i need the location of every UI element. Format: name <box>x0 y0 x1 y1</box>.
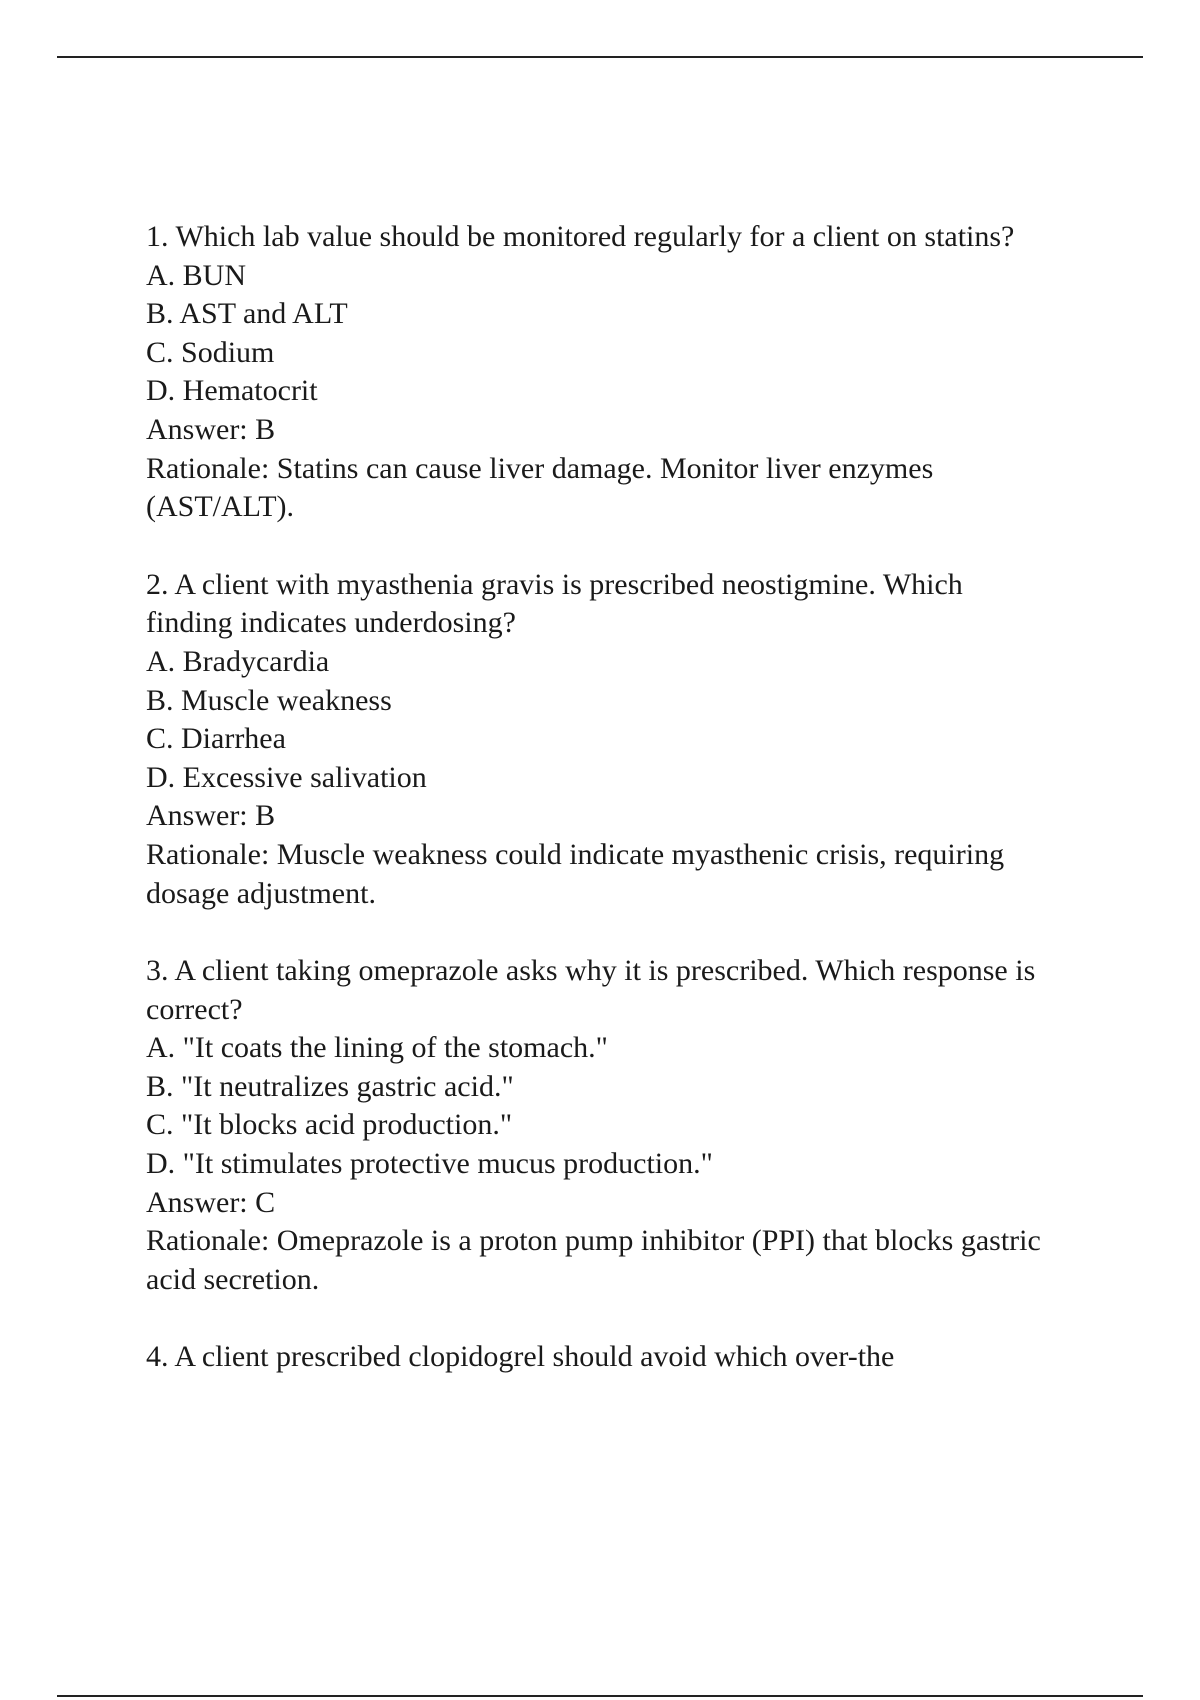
option-c: C. "It blocks acid production." <box>146 1108 513 1142</box>
top-rule <box>57 56 1143 58</box>
option-d: D. "It stimulates protective mucus production." <box>146 1147 713 1181</box>
question-2 <box>146 566 1046 913</box>
option-c: C. Sodium <box>146 335 275 369</box>
answer: Answer: B <box>146 799 276 833</box>
rationale: Rationale: Omeprazole is a proton pump inhibitor (PPI) that blocks gastric acid secretion. <box>146 1224 1041 1296</box>
option-b: B. "It neutralizes gastric acid." <box>146 1069 514 1103</box>
bottom-rule <box>57 1695 1143 1697</box>
question-4 <box>146 1338 1046 1377</box>
question-stem: 3. A client taking omeprazole asks why it is prescribed. Which response is correct? <box>146 954 1036 1026</box>
rationale: Rationale: Statins can cause liver damage. Monitor liver enzymes (AST/ALT). <box>146 451 934 524</box>
option-a: A. BUN <box>146 258 247 292</box>
option-c: C. Diarrhea <box>146 722 286 756</box>
answer: Answer: B <box>146 412 276 446</box>
question-3 <box>146 952 1046 1299</box>
document-body <box>146 218 1046 1416</box>
option-d: D. Excessive salivation <box>146 760 427 794</box>
option-a: A. Bradycardia <box>146 644 330 678</box>
question-stem: 1. Which lab value should be monitored regularly for a client on statins? <box>146 220 1015 253</box>
question-stem: 2. A client with myasthenia gravis is prescribed neostigmine. Which finding indicates underdosing? <box>146 567 963 640</box>
option-b: B. Muscle weakness <box>146 683 392 717</box>
question-1 <box>146 218 1046 527</box>
option-d: D. Hematocrit <box>146 374 318 408</box>
question-stem: 4. A client prescribed clopidogrel should avoid which over-the <box>146 1340 895 1374</box>
answer: Answer: C <box>146 1185 276 1219</box>
rationale: Rationale: Muscle weakness could indicate myasthenic crisis, requiring dosage adjustment. <box>146 837 1005 910</box>
option-a: A. "It coats the lining of the stomach." <box>146 1031 608 1065</box>
option-b: B. AST and ALT <box>146 297 348 331</box>
